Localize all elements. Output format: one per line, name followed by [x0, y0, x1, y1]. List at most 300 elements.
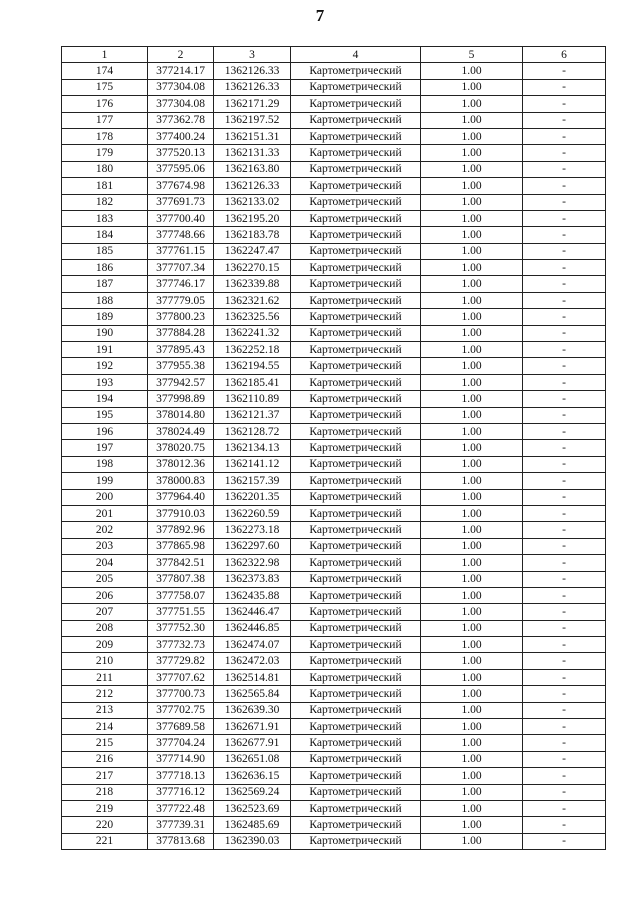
method-cell: Картометрический — [291, 669, 421, 685]
y-coordinate-cell: 1362514.81 — [214, 669, 291, 685]
accuracy-cell: 1.00 — [421, 686, 523, 702]
point-number-cell: 213 — [62, 702, 148, 718]
method-cell: Картометрический — [291, 358, 421, 374]
method-cell: Картометрический — [291, 178, 421, 194]
x-coordinate-cell: 377707.62 — [148, 669, 214, 685]
y-coordinate-cell: 1362260.59 — [214, 505, 291, 521]
header-cell-6: 6 — [523, 47, 606, 63]
description-cell: - — [523, 784, 606, 800]
point-number-cell: 211 — [62, 669, 148, 685]
description-cell: - — [523, 325, 606, 341]
accuracy-cell: 1.00 — [421, 768, 523, 784]
table-row — [62, 63, 606, 79]
accuracy-cell: 1.00 — [421, 817, 523, 833]
y-coordinate-cell: 1362252.18 — [214, 342, 291, 358]
accuracy-cell: 1.00 — [421, 309, 523, 325]
description-cell: - — [523, 604, 606, 620]
x-coordinate-cell: 377964.40 — [148, 489, 214, 505]
table-row — [62, 96, 606, 112]
table-row — [62, 309, 606, 325]
x-coordinate-cell: 377304.08 — [148, 96, 214, 112]
table-row — [62, 505, 606, 521]
description-cell: - — [523, 243, 606, 259]
accuracy-cell: 1.00 — [421, 342, 523, 358]
point-number-cell: 210 — [62, 653, 148, 669]
point-number-cell: 199 — [62, 473, 148, 489]
description-cell: - — [523, 817, 606, 833]
y-coordinate-cell: 1362485.69 — [214, 817, 291, 833]
y-coordinate-cell: 1362446.47 — [214, 604, 291, 620]
table-row — [62, 653, 606, 669]
table-row — [62, 751, 606, 767]
y-coordinate-cell: 1362126.33 — [214, 79, 291, 95]
accuracy-cell: 1.00 — [421, 112, 523, 128]
accuracy-cell: 1.00 — [421, 571, 523, 587]
table-row — [62, 178, 606, 194]
table-row — [62, 686, 606, 702]
point-number-cell: 187 — [62, 276, 148, 292]
x-coordinate-cell: 378014.80 — [148, 407, 214, 423]
table-row — [62, 637, 606, 653]
x-coordinate-cell: 377722.48 — [148, 800, 214, 816]
point-number-cell: 193 — [62, 374, 148, 390]
x-coordinate-cell: 377704.24 — [148, 735, 214, 751]
method-cell: Картометрический — [291, 768, 421, 784]
accuracy-cell: 1.00 — [421, 653, 523, 669]
point-number-cell: 186 — [62, 260, 148, 276]
point-number-cell: 221 — [62, 833, 148, 849]
table-row — [62, 374, 606, 390]
table-row — [62, 833, 606, 849]
method-cell: Картометрический — [291, 686, 421, 702]
accuracy-cell: 1.00 — [421, 276, 523, 292]
y-coordinate-cell: 1362569.24 — [214, 784, 291, 800]
y-coordinate-cell: 1362270.15 — [214, 260, 291, 276]
description-cell: - — [523, 112, 606, 128]
y-coordinate-cell: 1362163.80 — [214, 161, 291, 177]
method-cell: Картометрический — [291, 145, 421, 161]
y-coordinate-cell: 1362241.32 — [214, 325, 291, 341]
accuracy-cell: 1.00 — [421, 63, 523, 79]
y-coordinate-cell: 1362390.03 — [214, 833, 291, 849]
table-row — [62, 538, 606, 554]
point-number-cell: 177 — [62, 112, 148, 128]
description-cell: - — [523, 587, 606, 603]
table-row — [62, 243, 606, 259]
x-coordinate-cell: 377739.31 — [148, 817, 214, 833]
description-cell: - — [523, 653, 606, 669]
x-coordinate-cell: 377884.28 — [148, 325, 214, 341]
accuracy-cell: 1.00 — [421, 473, 523, 489]
header-row — [62, 47, 606, 63]
point-number-cell: 180 — [62, 161, 148, 177]
x-coordinate-cell: 377700.40 — [148, 210, 214, 226]
point-number-cell: 189 — [62, 309, 148, 325]
accuracy-cell: 1.00 — [421, 800, 523, 816]
table-row — [62, 719, 606, 735]
method-cell: Картометрический — [291, 489, 421, 505]
method-cell: Картометрический — [291, 719, 421, 735]
x-coordinate-cell: 377813.68 — [148, 833, 214, 849]
point-number-cell: 176 — [62, 96, 148, 112]
description-cell: - — [523, 292, 606, 308]
point-number-cell: 184 — [62, 227, 148, 243]
y-coordinate-cell: 1362435.88 — [214, 587, 291, 603]
point-number-cell: 207 — [62, 604, 148, 620]
point-number-cell: 179 — [62, 145, 148, 161]
x-coordinate-cell: 377800.23 — [148, 309, 214, 325]
x-coordinate-cell: 377910.03 — [148, 505, 214, 521]
point-number-cell: 178 — [62, 128, 148, 144]
description-cell: - — [523, 555, 606, 571]
method-cell: Картометрический — [291, 342, 421, 358]
x-coordinate-cell: 377779.05 — [148, 292, 214, 308]
description-cell: - — [523, 161, 606, 177]
header-cell-4: 4 — [291, 47, 421, 63]
header-cell-5: 5 — [421, 47, 523, 63]
method-cell: Картометрический — [291, 473, 421, 489]
accuracy-cell: 1.00 — [421, 751, 523, 767]
table-row — [62, 79, 606, 95]
point-number-cell: 202 — [62, 522, 148, 538]
point-number-cell: 174 — [62, 63, 148, 79]
y-coordinate-cell: 1362171.29 — [214, 96, 291, 112]
point-number-cell: 181 — [62, 178, 148, 194]
description-cell: - — [523, 391, 606, 407]
description-cell: - — [523, 473, 606, 489]
table-row — [62, 571, 606, 587]
description-cell: - — [523, 768, 606, 784]
description-cell: - — [523, 342, 606, 358]
x-coordinate-cell: 377942.57 — [148, 374, 214, 390]
x-coordinate-cell: 377761.15 — [148, 243, 214, 259]
method-cell: Картометрический — [291, 751, 421, 767]
description-cell: - — [523, 194, 606, 210]
description-cell: - — [523, 374, 606, 390]
accuracy-cell: 1.00 — [421, 784, 523, 800]
y-coordinate-cell: 1362183.78 — [214, 227, 291, 243]
y-coordinate-cell: 1362446.85 — [214, 620, 291, 636]
x-coordinate-cell: 377807.38 — [148, 571, 214, 587]
table-row — [62, 768, 606, 784]
description-cell: - — [523, 128, 606, 144]
y-coordinate-cell: 1362126.33 — [214, 63, 291, 79]
header-cell-2: 2 — [148, 47, 214, 63]
x-coordinate-cell: 377746.17 — [148, 276, 214, 292]
method-cell: Картометрический — [291, 456, 421, 472]
method-cell: Картометрический — [291, 505, 421, 521]
point-number-cell: 191 — [62, 342, 148, 358]
accuracy-cell: 1.00 — [421, 260, 523, 276]
y-coordinate-cell: 1362322.98 — [214, 555, 291, 571]
description-cell: - — [523, 178, 606, 194]
accuracy-cell: 1.00 — [421, 96, 523, 112]
point-number-cell: 197 — [62, 440, 148, 456]
method-cell: Картометрический — [291, 292, 421, 308]
point-number-cell: 190 — [62, 325, 148, 341]
description-cell: - — [523, 407, 606, 423]
accuracy-cell: 1.00 — [421, 833, 523, 849]
x-coordinate-cell: 377716.12 — [148, 784, 214, 800]
x-coordinate-cell: 377689.58 — [148, 719, 214, 735]
method-cell: Картометрический — [291, 325, 421, 341]
x-coordinate-cell: 377752.30 — [148, 620, 214, 636]
table-row — [62, 669, 606, 685]
point-number-cell: 198 — [62, 456, 148, 472]
point-number-cell: 208 — [62, 620, 148, 636]
table-row — [62, 276, 606, 292]
method-cell: Картометрический — [291, 817, 421, 833]
table-row — [62, 817, 606, 833]
y-coordinate-cell: 1362373.83 — [214, 571, 291, 587]
table-row — [62, 325, 606, 341]
description-cell: - — [523, 96, 606, 112]
table-row — [62, 555, 606, 571]
accuracy-cell: 1.00 — [421, 227, 523, 243]
method-cell: Картометрический — [291, 227, 421, 243]
method-cell: Картометрический — [291, 440, 421, 456]
accuracy-cell: 1.00 — [421, 423, 523, 439]
y-coordinate-cell: 1362651.08 — [214, 751, 291, 767]
description-cell: - — [523, 833, 606, 849]
y-coordinate-cell: 1362185.41 — [214, 374, 291, 390]
point-number-cell: 212 — [62, 686, 148, 702]
table-row — [62, 227, 606, 243]
description-cell: - — [523, 210, 606, 226]
method-cell: Картометрический — [291, 407, 421, 423]
y-coordinate-cell: 1362321.62 — [214, 292, 291, 308]
method-cell: Картометрический — [291, 538, 421, 554]
y-coordinate-cell: 1362110.89 — [214, 391, 291, 407]
accuracy-cell: 1.00 — [421, 735, 523, 751]
table-row — [62, 423, 606, 439]
description-cell: - — [523, 309, 606, 325]
y-coordinate-cell: 1362474.07 — [214, 637, 291, 653]
x-coordinate-cell: 377520.13 — [148, 145, 214, 161]
table-row — [62, 292, 606, 308]
x-coordinate-cell: 377702.75 — [148, 702, 214, 718]
x-coordinate-cell: 377895.43 — [148, 342, 214, 358]
point-number-cell: 200 — [62, 489, 148, 505]
method-cell: Картометрический — [291, 161, 421, 177]
table-row — [62, 473, 606, 489]
x-coordinate-cell: 377595.06 — [148, 161, 214, 177]
point-number-cell: 206 — [62, 587, 148, 603]
point-number-cell: 175 — [62, 79, 148, 95]
x-coordinate-cell: 377304.08 — [148, 79, 214, 95]
y-coordinate-cell: 1362194.55 — [214, 358, 291, 374]
accuracy-cell: 1.00 — [421, 522, 523, 538]
table-row — [62, 440, 606, 456]
method-cell: Картометрический — [291, 96, 421, 112]
x-coordinate-cell: 377400.24 — [148, 128, 214, 144]
method-cell: Картометрический — [291, 833, 421, 849]
y-coordinate-cell: 1362195.20 — [214, 210, 291, 226]
accuracy-cell: 1.00 — [421, 325, 523, 341]
point-number-cell: 216 — [62, 751, 148, 767]
table-row — [62, 456, 606, 472]
y-coordinate-cell: 1362636.15 — [214, 768, 291, 784]
x-coordinate-cell: 377718.13 — [148, 768, 214, 784]
accuracy-cell: 1.00 — [421, 440, 523, 456]
accuracy-cell: 1.00 — [421, 194, 523, 210]
x-coordinate-cell: 377714.90 — [148, 751, 214, 767]
x-coordinate-cell: 377751.55 — [148, 604, 214, 620]
description-cell: - — [523, 489, 606, 505]
point-number-cell: 185 — [62, 243, 148, 259]
point-number-cell: 182 — [62, 194, 148, 210]
point-number-cell: 214 — [62, 719, 148, 735]
y-coordinate-cell: 1362297.60 — [214, 538, 291, 554]
method-cell: Картометрический — [291, 128, 421, 144]
x-coordinate-cell: 378000.83 — [148, 473, 214, 489]
page-number: 7 — [315, 6, 325, 25]
accuracy-cell: 1.00 — [421, 505, 523, 521]
table-row — [62, 342, 606, 358]
description-cell: - — [523, 686, 606, 702]
description-cell: - — [523, 751, 606, 767]
point-number-cell: 217 — [62, 768, 148, 784]
y-coordinate-cell: 1362157.39 — [214, 473, 291, 489]
description-cell: - — [523, 719, 606, 735]
y-coordinate-cell: 1362126.33 — [214, 178, 291, 194]
y-coordinate-cell: 1362671.91 — [214, 719, 291, 735]
x-coordinate-cell: 377214.17 — [148, 63, 214, 79]
accuracy-cell: 1.00 — [421, 489, 523, 505]
method-cell: Картометрический — [291, 112, 421, 128]
description-cell: - — [523, 620, 606, 636]
method-cell: Картометрический — [291, 620, 421, 636]
table-row — [62, 161, 606, 177]
x-coordinate-cell: 377865.98 — [148, 538, 214, 554]
x-coordinate-cell: 377707.34 — [148, 260, 214, 276]
table-row — [62, 112, 606, 128]
method-cell: Картометрический — [291, 653, 421, 669]
method-cell: Картометрический — [291, 63, 421, 79]
y-coordinate-cell: 1362339.88 — [214, 276, 291, 292]
description-cell: - — [523, 276, 606, 292]
x-coordinate-cell: 377748.66 — [148, 227, 214, 243]
point-number-cell: 194 — [62, 391, 148, 407]
description-cell: - — [523, 440, 606, 456]
method-cell: Картометрический — [291, 374, 421, 390]
method-cell: Картометрический — [291, 784, 421, 800]
method-cell: Картометрический — [291, 423, 421, 439]
accuracy-cell: 1.00 — [421, 161, 523, 177]
x-coordinate-cell: 377842.51 — [148, 555, 214, 571]
description-cell: - — [523, 702, 606, 718]
y-coordinate-cell: 1362472.03 — [214, 653, 291, 669]
x-coordinate-cell: 378020.75 — [148, 440, 214, 456]
table-row — [62, 800, 606, 816]
accuracy-cell: 1.00 — [421, 292, 523, 308]
y-coordinate-cell: 1362523.69 — [214, 800, 291, 816]
point-number-cell: 192 — [62, 358, 148, 374]
x-coordinate-cell: 377691.73 — [148, 194, 214, 210]
accuracy-cell: 1.00 — [421, 391, 523, 407]
method-cell: Картометрический — [291, 702, 421, 718]
point-number-cell: 195 — [62, 407, 148, 423]
description-cell: - — [523, 522, 606, 538]
method-cell: Картометрический — [291, 309, 421, 325]
coordinates-table — [61, 46, 606, 850]
y-coordinate-cell: 1362151.31 — [214, 128, 291, 144]
accuracy-cell: 1.00 — [421, 637, 523, 653]
description-cell: - — [523, 538, 606, 554]
point-number-cell: 219 — [62, 800, 148, 816]
point-number-cell: 183 — [62, 210, 148, 226]
point-number-cell: 205 — [62, 571, 148, 587]
table-row — [62, 604, 606, 620]
method-cell: Картометрический — [291, 604, 421, 620]
accuracy-cell: 1.00 — [421, 604, 523, 620]
table-row — [62, 128, 606, 144]
y-coordinate-cell: 1362141.12 — [214, 456, 291, 472]
x-coordinate-cell: 377732.73 — [148, 637, 214, 653]
header-cell-3: 3 — [214, 47, 291, 63]
accuracy-cell: 1.00 — [421, 178, 523, 194]
accuracy-cell: 1.00 — [421, 79, 523, 95]
description-cell: - — [523, 637, 606, 653]
method-cell: Картометрический — [291, 210, 421, 226]
x-coordinate-cell: 377758.07 — [148, 587, 214, 603]
method-cell: Картометрический — [291, 522, 421, 538]
description-cell: - — [523, 800, 606, 816]
table-row — [62, 784, 606, 800]
description-cell: - — [523, 358, 606, 374]
y-coordinate-cell: 1362197.52 — [214, 112, 291, 128]
y-coordinate-cell: 1362121.37 — [214, 407, 291, 423]
y-coordinate-cell: 1362134.13 — [214, 440, 291, 456]
method-cell: Картометрический — [291, 800, 421, 816]
y-coordinate-cell: 1362133.02 — [214, 194, 291, 210]
method-cell: Картометрический — [291, 587, 421, 603]
method-cell: Картометрический — [291, 391, 421, 407]
table-row — [62, 145, 606, 161]
method-cell: Картометрический — [291, 243, 421, 259]
description-cell: - — [523, 227, 606, 243]
method-cell: Картометрический — [291, 637, 421, 653]
description-cell: - — [523, 423, 606, 439]
table-row — [62, 735, 606, 751]
x-coordinate-cell: 377729.82 — [148, 653, 214, 669]
description-cell: - — [523, 63, 606, 79]
table-row — [62, 194, 606, 210]
table-row — [62, 358, 606, 374]
accuracy-cell: 1.00 — [421, 702, 523, 718]
point-number-cell: 215 — [62, 735, 148, 751]
y-coordinate-cell: 1362677.91 — [214, 735, 291, 751]
accuracy-cell: 1.00 — [421, 128, 523, 144]
point-number-cell: 201 — [62, 505, 148, 521]
accuracy-cell: 1.00 — [421, 719, 523, 735]
table-row — [62, 407, 606, 423]
accuracy-cell: 1.00 — [421, 669, 523, 685]
point-number-cell: 218 — [62, 784, 148, 800]
point-number-cell: 204 — [62, 555, 148, 571]
point-number-cell: 196 — [62, 423, 148, 439]
table-row — [62, 702, 606, 718]
x-coordinate-cell: 377892.96 — [148, 522, 214, 538]
x-coordinate-cell: 377674.98 — [148, 178, 214, 194]
x-coordinate-cell: 378024.49 — [148, 423, 214, 439]
y-coordinate-cell: 1362565.84 — [214, 686, 291, 702]
description-cell: - — [523, 456, 606, 472]
accuracy-cell: 1.00 — [421, 456, 523, 472]
accuracy-cell: 1.00 — [421, 407, 523, 423]
y-coordinate-cell: 1362639.30 — [214, 702, 291, 718]
method-cell: Картометрический — [291, 194, 421, 210]
